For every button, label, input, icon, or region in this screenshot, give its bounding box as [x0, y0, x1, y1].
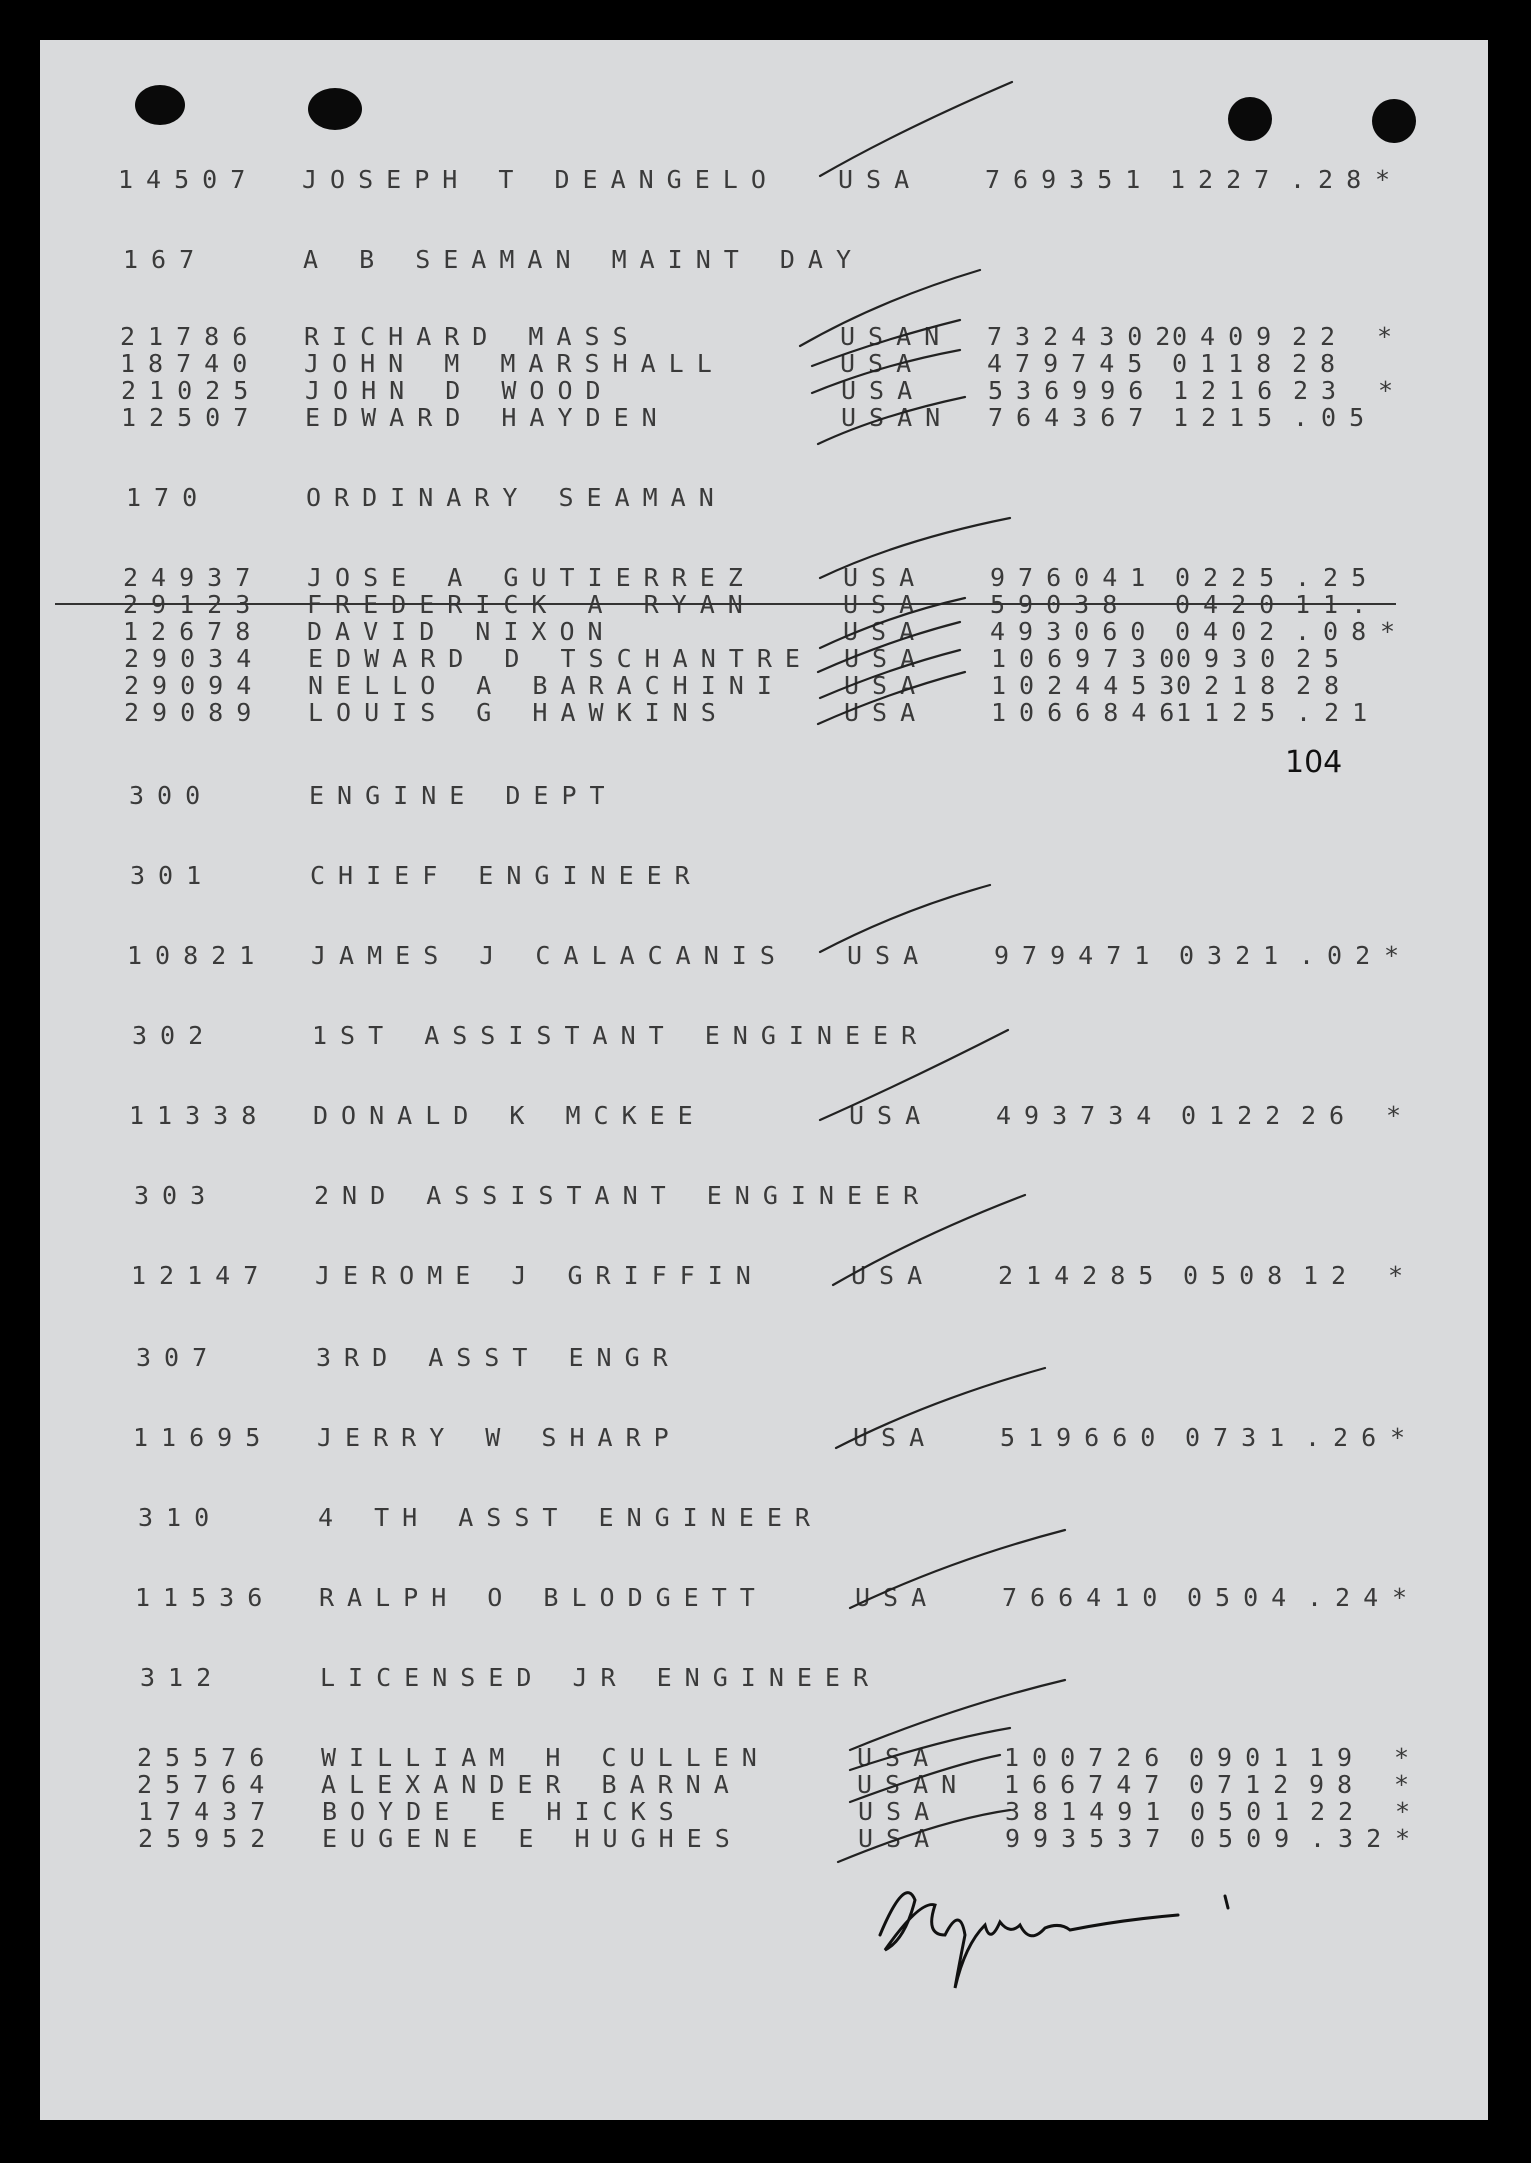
nationality: USA	[849, 1101, 934, 1130]
crew-name: RICHARD MASS	[304, 322, 641, 351]
asterisk-mark: *	[1395, 1797, 1411, 1826]
crew-id: 11695	[133, 1423, 274, 1452]
section-code: 301	[130, 861, 215, 890]
amount: 11.	[1295, 590, 1380, 619]
amount: .26	[1305, 1423, 1390, 1452]
amount: .08	[1295, 617, 1380, 646]
crew-name: JOHN D WOOD	[305, 376, 614, 405]
crew-id: 11338	[129, 1101, 270, 1130]
date-code: 0504	[1187, 1583, 1300, 1612]
document-number: 1066846	[991, 698, 1188, 727]
amount: .28	[1290, 165, 1375, 194]
crew-id: 21786	[120, 322, 261, 351]
crew-name: DONALD K MCKEE	[313, 1101, 706, 1130]
document-number: 166747	[1004, 1770, 1173, 1799]
crew-name: JOSE A GUTIERREZ	[307, 563, 756, 592]
crew-id: 12147	[131, 1261, 272, 1290]
check-mark	[820, 82, 1012, 176]
document-number: 1024453	[991, 671, 1188, 700]
date-code: 0930	[1176, 644, 1289, 673]
asterisk-mark: *	[1378, 376, 1394, 405]
crew-id: 21025	[121, 376, 262, 405]
section-code: 302	[132, 1021, 217, 1050]
date-code: 0218	[1176, 671, 1289, 700]
nationality: USA	[853, 1423, 938, 1452]
document-number: 493734	[996, 1101, 1165, 1130]
date-code: 0409	[1172, 322, 1285, 351]
crew-name: WILLIAM H CULLEN	[321, 1743, 770, 1772]
crew-name: DAVID NIXON	[307, 617, 616, 646]
date-code: 0122	[1181, 1101, 1294, 1130]
crew-id: 29034	[124, 644, 265, 673]
section-title: CHIEF ENGINEER	[310, 861, 703, 890]
nationality: USA	[857, 1743, 942, 1772]
crew-name: EDWARD D TSCHANTRE	[308, 644, 813, 673]
amount: .05	[1293, 403, 1378, 432]
check-mark	[820, 518, 1010, 578]
section-code: 170	[126, 483, 211, 512]
document-number: 214285	[998, 1261, 1167, 1290]
date-code: 1215	[1173, 403, 1286, 432]
section-title: 2ND ASSISTANT ENGINEER	[314, 1181, 932, 1210]
crew-name: EUGENE E HUGHES	[322, 1824, 743, 1853]
document-number: 769351	[985, 165, 1154, 194]
check-mark	[818, 622, 960, 672]
check-mark	[812, 350, 960, 393]
document-number: 766410	[1002, 1583, 1171, 1612]
date-code: 0501	[1190, 1797, 1303, 1826]
date-code: 0225	[1175, 563, 1288, 592]
check-mark	[850, 1530, 1065, 1608]
nationality: USA	[840, 349, 925, 378]
section-code: 312	[140, 1663, 225, 1692]
amount: 28	[1296, 671, 1353, 700]
document-number: 59038	[990, 590, 1131, 619]
date-code: 0509	[1190, 1824, 1303, 1853]
crew-id: 18740	[120, 349, 261, 378]
check-mark	[836, 1368, 1045, 1448]
nationality: USA	[847, 941, 932, 970]
crew-name: JAMES J CALACANIS	[311, 941, 788, 970]
crew-id: 12678	[123, 617, 264, 646]
nationality: USA	[843, 590, 928, 619]
section-code: 300	[129, 781, 214, 810]
page-number: 104	[1285, 745, 1343, 780]
amount: 25	[1296, 644, 1353, 673]
nationality: USAN	[857, 1770, 970, 1799]
section-title: A B SEAMAN MAINT DAY	[303, 245, 865, 274]
signature	[880, 1893, 1228, 1988]
document-number: 1069730	[991, 644, 1188, 673]
amount: 19	[1309, 1743, 1366, 1772]
section-title: ORDINARY SEAMAN	[306, 483, 727, 512]
crew-name: JEROME J GRIFFIN	[315, 1261, 764, 1290]
date-code: 0118	[1172, 349, 1285, 378]
nationality: USA	[843, 563, 928, 592]
document-number: 493060	[990, 617, 1159, 646]
amount: 23	[1293, 376, 1350, 405]
check-mark	[833, 1195, 1025, 1285]
section-title: LICENSED JR ENGINEER	[320, 1663, 882, 1692]
crew-name: EDWARD HAYDEN	[305, 403, 670, 432]
nationality: USA	[844, 644, 929, 673]
amount: 22	[1292, 322, 1349, 351]
check-mark	[820, 885, 990, 952]
date-code: 0321	[1179, 941, 1292, 970]
document-number: 7324302	[987, 322, 1184, 351]
crew-id: 25952	[138, 1824, 279, 1853]
document-number: 536996	[988, 376, 1157, 405]
nationality: USAN	[841, 403, 954, 432]
crew-id: 29123	[123, 590, 264, 619]
nationality: USAN	[840, 322, 953, 351]
crew-name: LOUIS G HAWKINS	[308, 698, 729, 727]
check-mark	[818, 397, 965, 444]
nationality: USA	[844, 698, 929, 727]
check-mark	[818, 672, 965, 724]
document-number: 993537	[1005, 1824, 1174, 1853]
date-code: 0420	[1175, 590, 1288, 619]
document-number: 976041	[990, 563, 1159, 592]
check-mark	[838, 1810, 1010, 1862]
nationality: USA	[858, 1797, 943, 1826]
crew-id: 12507	[121, 403, 262, 432]
date-code: 1227	[1170, 165, 1283, 194]
amount: .25	[1295, 563, 1380, 592]
asterisk-mark: *	[1388, 1261, 1404, 1290]
check-mark	[820, 598, 965, 648]
crew-id: 11536	[135, 1583, 276, 1612]
amount: .02	[1299, 941, 1384, 970]
section-code: 307	[136, 1343, 221, 1372]
crew-id: 10821	[127, 941, 268, 970]
crew-id: 25764	[137, 1770, 278, 1799]
section-title: 1ST ASSISTANT ENGINEER	[312, 1021, 930, 1050]
nationality: USA	[851, 1261, 936, 1290]
section-code: 303	[134, 1181, 219, 1210]
amount: .21	[1296, 698, 1381, 727]
asterisk-mark: *	[1395, 1824, 1411, 1853]
section-code: 310	[138, 1503, 223, 1532]
asterisk-mark: *	[1392, 1583, 1408, 1612]
amount: 22	[1310, 1797, 1367, 1826]
date-code: 0508	[1183, 1261, 1296, 1290]
check-mark	[800, 270, 980, 346]
check-mark	[850, 1728, 1010, 1770]
amount: 26	[1301, 1101, 1358, 1130]
amount: .32	[1310, 1824, 1395, 1853]
check-mark	[820, 650, 960, 698]
amount: .24	[1307, 1583, 1392, 1612]
date-code: 1216	[1173, 376, 1286, 405]
nationality: USA	[841, 376, 926, 405]
crew-name: BOYDE E HICKS	[322, 1797, 687, 1826]
crew-id: 25576	[137, 1743, 278, 1772]
asterisk-mark: *	[1377, 322, 1393, 351]
crew-id: 29094	[124, 671, 265, 700]
nationality: USA	[838, 165, 923, 194]
document-number: 381491	[1005, 1797, 1174, 1826]
date-code: 0402	[1175, 617, 1288, 646]
section-title: 4 TH ASST ENGINEER	[318, 1503, 823, 1532]
document-number: 979471	[994, 941, 1163, 970]
document-number: 479745	[987, 349, 1156, 378]
amount: 98	[1309, 1770, 1366, 1799]
crew-id: 24937	[123, 563, 264, 592]
date-code: 0901	[1189, 1743, 1302, 1772]
crew-name: FREDERICK A RYAN	[307, 590, 756, 619]
nationality: USA	[844, 671, 929, 700]
crew-name: JERRY W SHARP	[317, 1423, 682, 1452]
amount: 12	[1303, 1261, 1360, 1290]
date-code: 1125	[1176, 698, 1289, 727]
crew-id: 17437	[138, 1797, 279, 1826]
crew-name: ALEXANDER BARNA	[321, 1770, 742, 1799]
nationality: USA	[843, 617, 928, 646]
check-mark	[820, 1030, 1008, 1120]
crew-id: 29089	[124, 698, 265, 727]
crew-name: JOSEPH T DEANGELO	[302, 165, 779, 194]
document-number: 764367	[988, 403, 1157, 432]
nationality: USA	[855, 1583, 940, 1612]
document-number: 100726	[1004, 1743, 1173, 1772]
asterisk-mark: *	[1394, 1743, 1410, 1772]
nationality: USA	[858, 1824, 943, 1853]
crew-name: NELLO A BARACHINI	[308, 671, 785, 700]
date-code: 0712	[1189, 1770, 1302, 1799]
asterisk-mark: *	[1384, 941, 1400, 970]
crew-id: 14507	[118, 165, 259, 194]
asterisk-mark: *	[1375, 165, 1391, 194]
crew-name: RALPH O BLODGETT	[319, 1583, 768, 1612]
amount: 28	[1292, 349, 1349, 378]
asterisk-mark: *	[1386, 1101, 1402, 1130]
asterisk-mark: *	[1390, 1423, 1406, 1452]
section-code: 167	[123, 245, 208, 274]
crew-name: JOHN M MARSHALL	[304, 349, 725, 378]
section-title: 3RD ASST ENGR	[316, 1343, 681, 1372]
asterisk-mark: *	[1380, 617, 1396, 646]
section-title: ENGINE DEPT	[309, 781, 618, 810]
date-code: 0731	[1185, 1423, 1298, 1452]
asterisk-mark: *	[1394, 1770, 1410, 1799]
document-number: 519660	[1000, 1423, 1169, 1452]
